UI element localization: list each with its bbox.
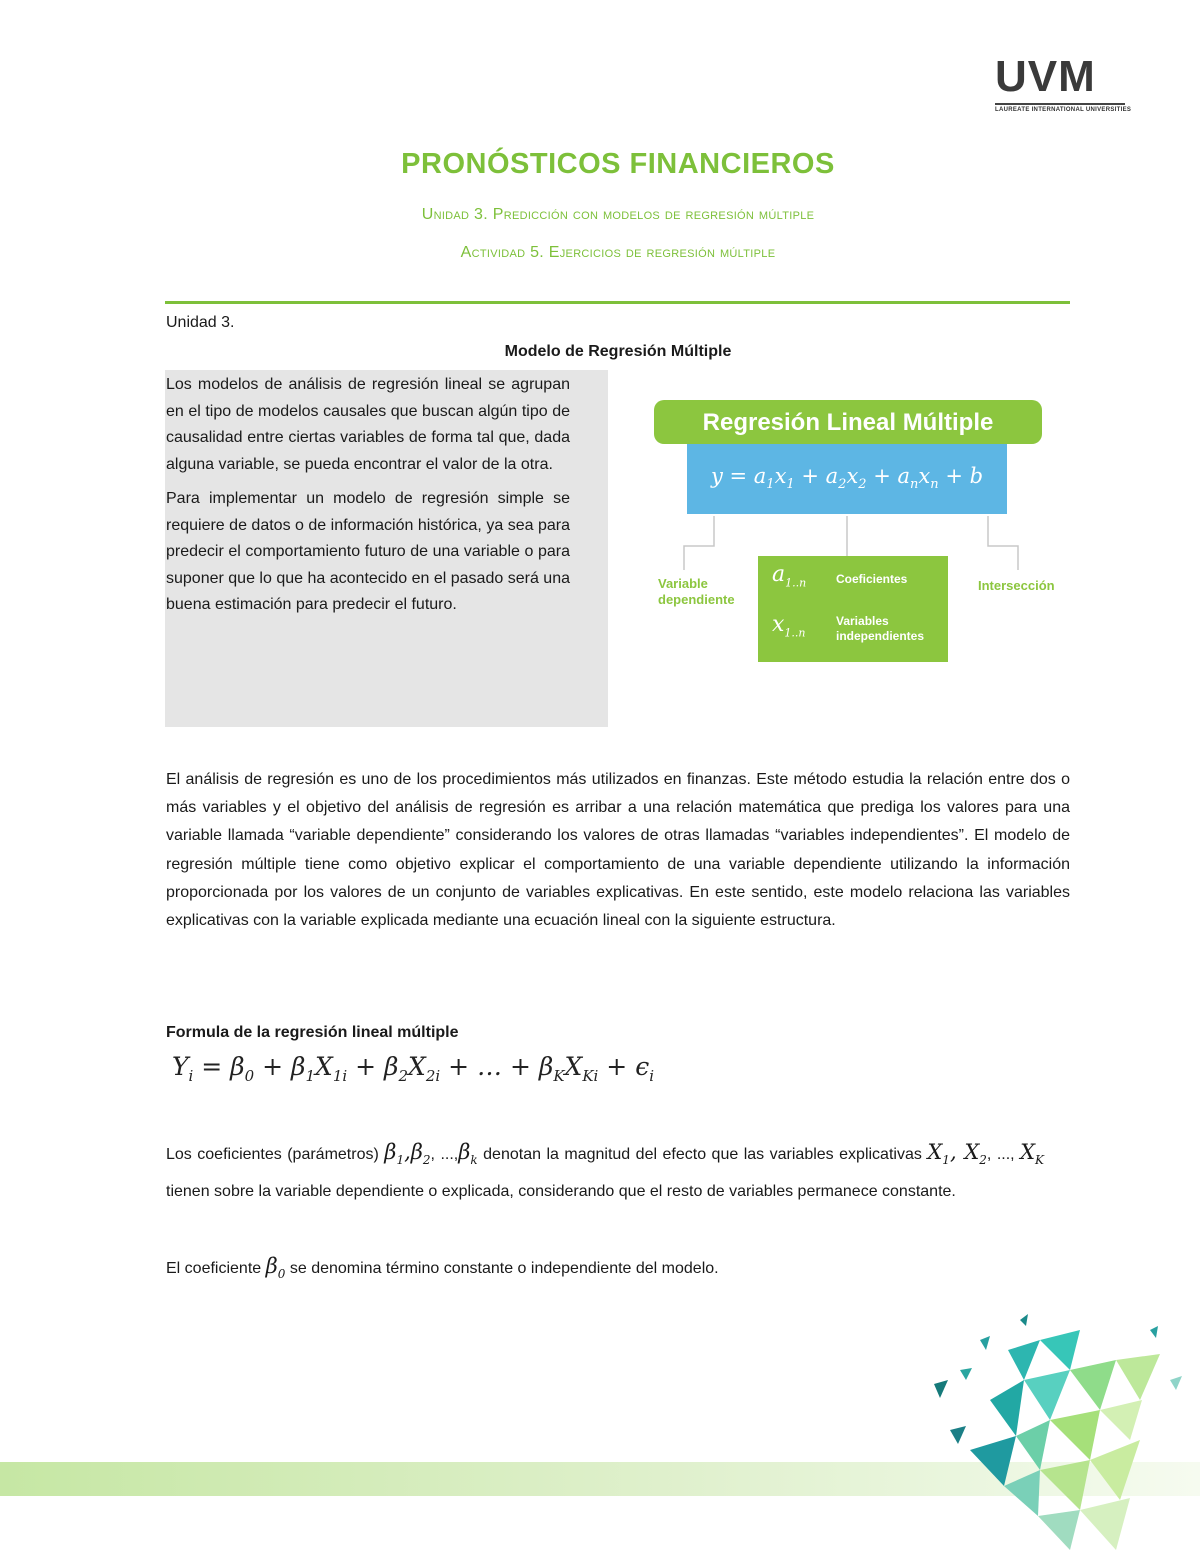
section-title: Modelo de Regresión Múltiple	[504, 343, 732, 360]
gray-box-text	[166, 372, 570, 627]
dependent-label-line1: Variable	[658, 576, 708, 591]
const-text-before: El coeficiente	[166, 1260, 262, 1277]
x-k-math: $X_K$	[1020, 1140, 1045, 1168]
gray-paragraph-2: Para implementar un modelo de regresión simple se requiere de datos o de información histórica, ya sea para predecir el comportamiento futuro de una variable o para suponer que lo que ha acontecido en el pasado será una buena estimación para predecir el futuro.	[166, 490, 570, 613]
variable-symbol: $x_{1..n}$	[772, 612, 806, 640]
uvm-logo	[995, 52, 1132, 113]
diagram-legend-box	[758, 556, 948, 662]
beta-0-math: $\beta_0$	[265, 1254, 286, 1282]
beta-k-math: $\beta_k$	[458, 1140, 478, 1168]
coefficients-paragraph	[166, 1136, 1044, 1208]
coefficient-symbol: $a_{1..n}$	[772, 562, 807, 590]
coef-text-before: Los coeficientes (parámetros)	[166, 1146, 379, 1163]
coef-beta-separator: , ...,	[430, 1146, 459, 1163]
decorative-triangles	[920, 1310, 1200, 1553]
coef-text-after: tienen sobre la variable dependiente o explicada, considerando que el resto de variables permanece constante.	[166, 1183, 956, 1201]
coef-text-middle: denotan la magnitud del efecto que las variables explicativas	[483, 1146, 922, 1163]
unit-label: Unidad 3.	[166, 314, 235, 331]
gray-paragraph-1: Los modelos de análisis de regresión lineal se agrupan en el tipo de modelos causales que buscan algún tipo de causalidad entre ciertas variables de forma tal que, dada alguna variable, se pueda encontrar el valor de la otra.	[166, 376, 570, 473]
header-divider	[165, 301, 1070, 304]
logo-tagline: LAUREATE INTERNATIONAL UNIVERSITIES	[995, 103, 1125, 113]
coefficients-label: Coeficientes	[836, 572, 908, 586]
beta-list-math: $\beta_1,\beta_2$	[384, 1140, 431, 1168]
regression-formula: $Y_i = \beta_0 + \beta_1X_{1i} + \beta_2X_{2i}$ + … + $\beta_KX_{Ki} + \epsilon_i$	[172, 1052, 655, 1085]
regression-explanation-paragraph: El análisis de regresión es uno de los procedimientos más utilizados en finanzas. Este método estudia la relación entre dos o más variables y el objetivo del análisis de regresión es arribar a una relación matemática que prediga los valores para una variable llamada “variable dependiente” considerando los valores de otras llamadas “variables independientes”. El modelo de regresión múltiple tiene como objetivo explicar el comportamiento de una variable dependiente utilizando la información proporcionada por los valores de un conjunto de variables explicativas. En este sentido, este modelo relaciona las variables explicativas con la variable explicada mediante una ecuación lineal con la siguiente estructura.	[166, 771, 1070, 930]
regression-diagram	[650, 398, 1070, 668]
independent-variables-label	[836, 614, 924, 644]
vars-label-line1: Variables	[836, 614, 889, 628]
document-title: PRONÓSTICOS FINANCIEROS	[401, 148, 835, 180]
const-text-after: se denomina término constante o independiente del modelo.	[289, 1260, 719, 1277]
dependent-label-line2: dependiente	[658, 592, 735, 607]
dependent-variable-label	[658, 576, 735, 608]
coef-x-separator: , ...,	[986, 1146, 1015, 1163]
unit-subtitle: Unidad 3. Predicción con modelos de regresión múltiple	[421, 206, 815, 223]
intercept-label: Intersección	[978, 578, 1055, 593]
diagram-equation: $y = a_1x_1 + a_2x_2 + a_nx_n + b$	[687, 444, 1007, 514]
vars-label-line2: independientes	[836, 629, 925, 643]
constant-term-paragraph	[166, 1250, 1044, 1290]
formula-label: Formula de la regresión lineal múltiple	[166, 1024, 459, 1041]
activity-subtitle: Actividad 5. Ejercicios de regresión múltiple	[460, 244, 776, 261]
diagram-header: Regresión Lineal Múltiple	[654, 400, 1042, 444]
x-list-math: $X_1$, $X_2$	[927, 1140, 987, 1168]
logo-word: UVM	[995, 52, 1096, 101]
